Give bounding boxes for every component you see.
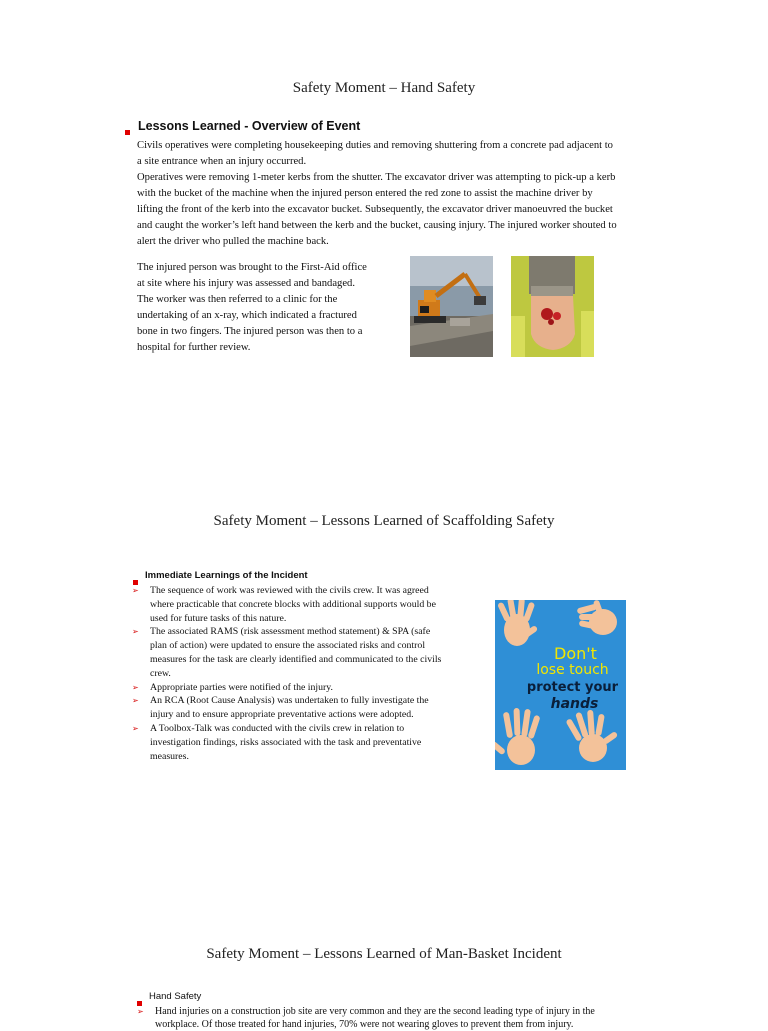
list-item: ➢ A Toolbox-Talk was conducted with the civils crew in relation to investigation findings, risks associated with the task and preventative measures.: [132, 722, 422, 762]
list-item: ➢ Hand injuries on a construction job site are very common and they are the second leading type of injury in the workplace. Of those treated for hand injuries, 70% were not wearing gloves to prevent them from injury.: [137, 1006, 595, 1030]
poster-line-dont: Don't: [554, 644, 597, 663]
section3-heading: Hand Safety: [149, 991, 202, 1002]
injured-hand-image-icon: [511, 256, 594, 357]
paragraph: Civils operatives were completing housekeeping duties and removing shuttering from a concrete pad adjacent to a site entrance when an injury occurred.: [137, 140, 613, 167]
excavator-image-icon: [410, 256, 493, 357]
list-item: ➢ An RCA (Root Cause Analysis) was undertaken to fully investigate the injury and to ensure appropriate preventative actions were adopted.: [132, 695, 429, 721]
arrow-bullet-icon: ➢: [132, 586, 139, 595]
section2-learnings-list: [132, 584, 442, 763]
section1-heading: Lessons Learned - Overview of Event: [138, 119, 361, 133]
arrow-bullet-icon: ➢: [132, 627, 139, 637]
arrow-bullet-icon: ➢: [132, 723, 139, 733]
excavator-photo: [410, 256, 493, 357]
section1-bullet: [125, 122, 130, 140]
poster-line-protect: protect your: [526, 680, 619, 695]
bullet-square-icon: [125, 130, 130, 135]
paragraph: The injured person was brought to the First-Aid office at site where his injury was assessed and bandaged. The worker was then referred to a clinic for the undertaking of an x-ray, which indicated a fractured bone in two fingers. The injured person was then to a hospital for further review.: [137, 262, 367, 353]
poster-line-lose-touch: lose touch: [536, 662, 609, 678]
arrow-bullet-icon: ➢: [132, 696, 139, 706]
section2-heading: Immediate Learnings of the Incident: [145, 570, 308, 581]
paragraph: Operatives were removing 1-meter kerbs from the shutter. The excavator driver was attempting to pick-up a kerb with the bucket of the machine when the injured person entered the red zone to assist the machine driver by lifting the front of the kerb into the excavator bucket. Subsequently, the excavator driver manoeuvred the bucket and caught the worker’s left hand between the kerb and the bucket, causing injury. The injured worker shouted to alert the driver who pulled the machine back.: [137, 172, 617, 247]
poster-line-hands: hands: [550, 696, 599, 712]
arrow-bullet-icon: ➢: [137, 1007, 144, 1016]
section2-title: Safety Moment – Lessons Learned of Scaffolding Safety: [213, 513, 555, 529]
injured-hand-photo: [511, 256, 594, 357]
section3-title: Safety Moment – Lessons Learned of Man-Basket Incident: [206, 946, 562, 962]
section1-aftermath: [137, 260, 369, 356]
list-item: ➢ The associated RAMS (risk assessment method statement) & SPA (safe plan of action) were updated to ensure the associated risks and control measures for the task are clearly identified and communicated to the civils crew.: [132, 626, 442, 679]
arrow-bullet-icon: ➢: [132, 682, 139, 692]
poster-text: [495, 645, 626, 713]
section1-overview: [137, 138, 619, 250]
list-item: ➢ Appropriate parties were notified of the injury.: [132, 681, 333, 693]
section3-list: [137, 1005, 637, 1031]
protect-hands-poster: [495, 600, 626, 770]
list-item: ➢ The sequence of work was reviewed with the civils crew. It was agreed where practicable that concrete blocks with additional supports would be used for future tasks of this nature.: [132, 585, 436, 624]
section1-title: Safety Moment – Hand Safety: [292, 80, 476, 96]
